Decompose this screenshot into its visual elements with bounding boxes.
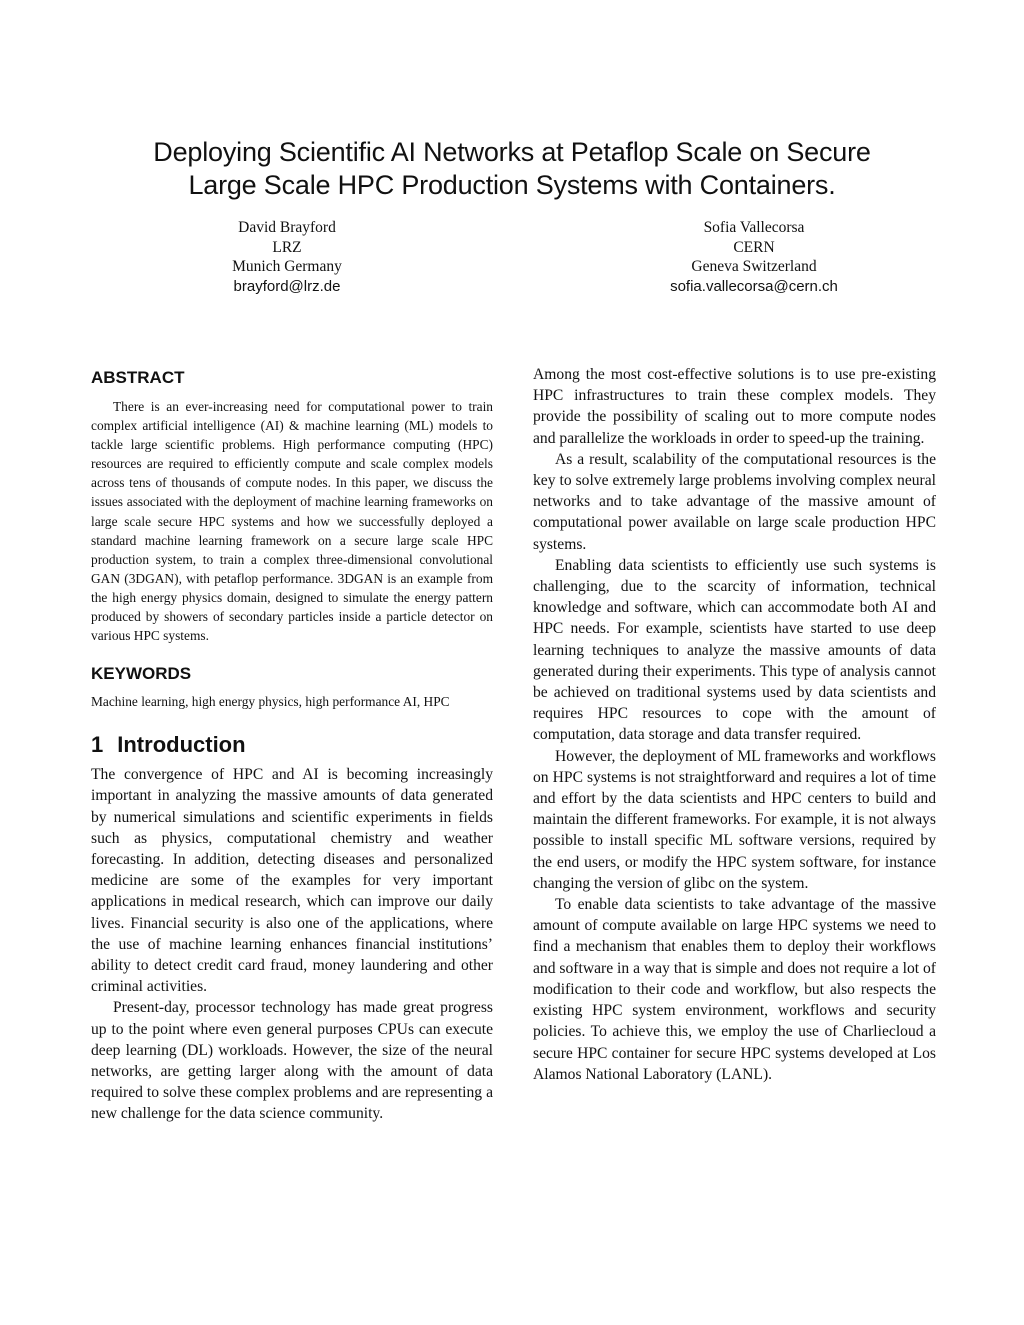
author-location: Munich Germany	[232, 258, 342, 275]
author-affiliation: CERN	[733, 238, 775, 256]
abstract-text: There is an ever-increasing need for computational power to train complex artificial intelligence (AI) & machine learning (ML) models to tackle large scientific problems. High performance computing (HPC) resources are required to efficiently compute and scale complex models across tens of thousands of compute nodes. In this paper, we discuss the issues associated with the deployment of machine learning frameworks on large scale secure HPC systems and how we successfully deployed a standard machine learning framework on a secure large scale HPC production system, to train a complex three-dimensional convolutional GAN (3DGAN), with petaflop performance. 3DGAN is an example from the high energy physics domain, designed to simulate the energy pattern produced by showers of secondary particles inside a particle detector on various HPC systems.	[91, 399, 493, 644]
right-paragraph-3: Enabling data scientists to efficiently use such systems is challenging, due to the scarcity of information, technical knowledge and software, which can accommodate both AI and HPC needs. For example, scientists have started to use deep learning techniques to analyze the massive amounts of data generated during their experiments. This type of analysis cannot be achieved on traditional systems used by data scientists and requires HPC resources to cope with the amount of computation, data storage and data transfer required.	[533, 556, 936, 744]
author-name: David Brayford	[238, 219, 336, 236]
left-column	[91, 364, 493, 1125]
right-paragraph-1: Among the most cost-effective solutions is to use pre-existing HPC infrastructures to train these complex models. They provide the possibility of scaling out to more compute nodes and parallelize the workloads in order to speed-up the training.	[533, 366, 936, 447]
author-affiliation: LRZ	[272, 238, 302, 256]
keywords-heading: KEYWORDS	[91, 664, 192, 684]
paper-title	[60, 136, 964, 202]
author-block-1	[137, 218, 437, 296]
paper-title-line-1: Deploying Scientific AI Networks at Petaflop Scale on Secure	[153, 137, 871, 167]
intro-paragraph-2: Present-day, processor technology has made great progress up to the point where even general purposes CPUs can execute deep learning (DL) workloads. However, the size of the neural networks, are getting larger along with the amount of data required to solve these complex problems and are representing a new challenge for the data science community.	[91, 999, 493, 1123]
keywords-text: Machine learning, high energy physics, high performance AI, HPC	[91, 694, 450, 710]
section-title: Introduction	[117, 732, 246, 758]
author-block-2	[604, 218, 904, 296]
intro-paragraph-1: The convergence of HPC and AI is becoming increasingly important in analyzing the massive amounts of data generated by numerical simulations and scientific experiments in fields such as physics, computational chemistry and weather forecasting. In addition, detecting diseases and personalized medicine are some of the examples for very important applications in medical research, which can improve our daily lives. Financial security is also one of the applications, where the use of machine learning enhances financial institutions’ ability to detect credit card fraud, money laundering and other criminal activities.	[91, 766, 493, 996]
paper-title-line-2: Large Scale HPC Production Systems with Containers.	[188, 170, 836, 200]
right-paragraph-2: As a result, scalability of the computational resources is the key to solve extremely large problems involving complex neural networks and to take advantage of the massive amount of computational power available on large scale production HPC systems.	[533, 450, 936, 553]
right-paragraph-5: To enable data scientists to take advantage of the massive amount of compute available on large HPC systems we need to find a mechanism that enables them to deploy their workflows and software in a way that is simple and does not require a lot of modification to their code and workflow, but also respects the existing HPC system environment, workflows and security policies. To achieve this, we employ the use of Charliecloud a secure HPC container for secure HPC systems developed at Los Alamos National Laboratory (LANL).	[533, 896, 936, 1083]
section-number: 1	[91, 732, 104, 758]
abstract-heading: ABSTRACT	[91, 368, 185, 387]
right-column	[533, 364, 936, 1085]
author-location: Geneva Switzerland	[691, 258, 817, 275]
author-name: Sofia Vallecorsa	[703, 219, 805, 236]
author-email: brayford@lrz.de	[233, 277, 341, 295]
introduction-heading	[91, 731, 493, 759]
author-email: sofia.vallecorsa@cern.ch	[670, 277, 838, 295]
right-paragraph-4: However, the deployment of ML frameworks and workflows on HPC systems is not straightforward and requires a lot of time and effort by the data scientists and HPC centers to build and maintain the different frameworks. For example, it is not always possible to install specific ML software versions, required by the end users, or modify the HPC system software, for instance changing the version of glibc on the system.	[533, 747, 936, 892]
